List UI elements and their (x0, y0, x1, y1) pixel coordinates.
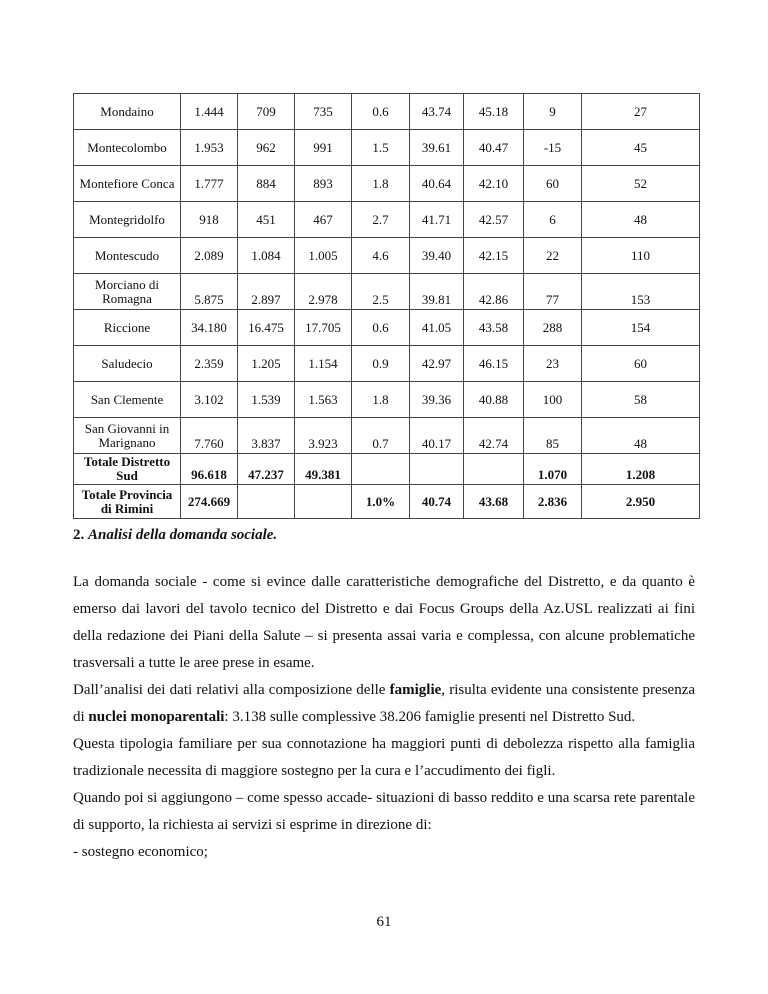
table-cell: 1.070 (524, 454, 582, 485)
table-row (74, 454, 700, 485)
demographics-table (73, 93, 700, 519)
table-cell: 1.154 (295, 346, 352, 382)
table-cell: 893 (295, 166, 352, 202)
table-cell: 467 (295, 202, 352, 238)
table-cell: 735 (295, 94, 352, 130)
table-cell: 1.563 (295, 382, 352, 418)
table-row (74, 382, 700, 418)
table-cell: 2.950 (582, 485, 700, 519)
table-row (74, 485, 700, 519)
table-cell: 39.81 (410, 274, 464, 310)
table-cell: 2.359 (181, 346, 238, 382)
paragraph: - sostegno economico; (73, 844, 208, 860)
section-heading (73, 527, 277, 544)
table-row (74, 310, 700, 346)
table-cell: 42.15 (464, 238, 524, 274)
table-cell: 42.97 (410, 346, 464, 382)
table-cell: 47.237 (238, 454, 295, 485)
table-cell: 48 (582, 418, 700, 454)
table-cell: 2.5 (352, 274, 410, 310)
table-cell: 709 (238, 94, 295, 130)
table-cell: 16.475 (238, 310, 295, 346)
table-cell (238, 485, 295, 519)
table-cell: 60 (524, 166, 582, 202)
table-cell: 110 (582, 238, 700, 274)
table-cell: 962 (238, 130, 295, 166)
table-cell: 77 (524, 274, 582, 310)
table-cell: 40.74 (410, 485, 464, 519)
table-cell: 41.71 (410, 202, 464, 238)
table-row (74, 346, 700, 382)
table-cell: 9 (524, 94, 582, 130)
table-cell: 884 (238, 166, 295, 202)
table-cell: 3.837 (238, 418, 295, 454)
row-label: Totale Provincia di Rimini (74, 485, 181, 519)
table-cell: 2.7 (352, 202, 410, 238)
table-cell: 2.836 (524, 485, 582, 519)
table-cell: 1.208 (582, 454, 700, 485)
table-cell: 40.64 (410, 166, 464, 202)
table-cell: 41.05 (410, 310, 464, 346)
table-cell: 40.88 (464, 382, 524, 418)
table-cell: 1.0% (352, 485, 410, 519)
table-cell: 42.86 (464, 274, 524, 310)
table-cell: 5.875 (181, 274, 238, 310)
table-cell: 60 (582, 346, 700, 382)
row-label: Totale Distretto Sud (74, 454, 181, 485)
table-cell: 0.6 (352, 310, 410, 346)
table-cell: 1.953 (181, 130, 238, 166)
table-cell: 39.40 (410, 238, 464, 274)
table-cell: 85 (524, 418, 582, 454)
emphasis-famiglie: famiglie (389, 682, 442, 698)
table-row (74, 130, 700, 166)
table-cell: 52 (582, 166, 700, 202)
table-cell: 0.7 (352, 418, 410, 454)
paragraph (73, 677, 695, 731)
table-cell: 43.68 (464, 485, 524, 519)
table-cell: 153 (582, 274, 700, 310)
table-cell: 40.47 (464, 130, 524, 166)
table-cell: 2.089 (181, 238, 238, 274)
page-number: 61 (376, 914, 392, 930)
table-cell: 45 (582, 130, 700, 166)
table-row (74, 238, 700, 274)
table-cell: 7.760 (181, 418, 238, 454)
row-label: Saludecio (74, 346, 181, 382)
table-row (74, 94, 700, 130)
table-cell: 0.9 (352, 346, 410, 382)
table-cell: 46.15 (464, 346, 524, 382)
table-cell (352, 454, 410, 485)
table-cell: 1.084 (238, 238, 295, 274)
table-cell: 451 (238, 202, 295, 238)
table-cell: 2.897 (238, 274, 295, 310)
table-cell: 288 (524, 310, 582, 346)
table-row (74, 166, 700, 202)
table-cell: 1.005 (295, 238, 352, 274)
table-cell: 991 (295, 130, 352, 166)
table-cell: 1.444 (181, 94, 238, 130)
table-cell: 22 (524, 238, 582, 274)
table-cell: 42.74 (464, 418, 524, 454)
table-cell: 49.381 (295, 454, 352, 485)
table-cell: 17.705 (295, 310, 352, 346)
table-cell: 918 (181, 202, 238, 238)
paragraph: La domanda sociale - come si evince dalle caratteristiche demografiche del Distretto, e da quanto è emerso dai lavori del tavolo tecnico del Distretto e dai Focus Groups della Az.USL realizzati ai fini della redazione dei Piani della Salute – si presenta assai varia e complessa, con alcune problematiche trasversali a tutte le aree prese in esame. (73, 574, 695, 671)
table-cell: 1.8 (352, 382, 410, 418)
table-cell: 27 (582, 94, 700, 130)
row-label: Riccione (74, 310, 181, 346)
table-cell: 2.978 (295, 274, 352, 310)
body-text (73, 569, 695, 866)
table-cell: 4.6 (352, 238, 410, 274)
table-cell: 45.18 (464, 94, 524, 130)
table-cell: 43.74 (410, 94, 464, 130)
table-cell: 154 (582, 310, 700, 346)
table-body (74, 94, 700, 519)
table-cell: 39.61 (410, 130, 464, 166)
table-cell: 274.669 (181, 485, 238, 519)
table-cell: 1.5 (352, 130, 410, 166)
table-cell: 58 (582, 382, 700, 418)
row-label: San Clemente (74, 382, 181, 418)
table-cell: 96.618 (181, 454, 238, 485)
table-row (74, 274, 700, 310)
section-title: Analisi della domanda sociale. (88, 527, 278, 543)
table-cell: 1.539 (238, 382, 295, 418)
table-cell: 40.17 (410, 418, 464, 454)
table-row (74, 202, 700, 238)
row-label: San Giovanni in Marignano (74, 418, 181, 454)
table-cell: 42.10 (464, 166, 524, 202)
paragraph: Questa tipologia familiare per sua connotazione ha maggiori punti di debolezza rispetto alla famiglia tradizionale necessita di maggiore sostegno per la cura e l’accudimento dei figli. (73, 736, 695, 779)
table-cell: 100 (524, 382, 582, 418)
row-label: Montegridolfo (74, 202, 181, 238)
table-cell: 43.58 (464, 310, 524, 346)
text-run: Dall’analisi dei dati relativi alla composizione delle (73, 682, 390, 698)
table-cell: 1.8 (352, 166, 410, 202)
row-label: Morciano di Romagna (74, 274, 181, 310)
table-cell: 3.923 (295, 418, 352, 454)
text-run: , risulta evidente una consistente presenza di (73, 682, 696, 725)
row-label: Montefiore Conca (74, 166, 181, 202)
table-cell: 1.777 (181, 166, 238, 202)
section-number: 2. (73, 527, 85, 543)
table-cell: -15 (524, 130, 582, 166)
table-cell: 23 (524, 346, 582, 382)
table-cell (410, 454, 464, 485)
table-cell: 1.205 (238, 346, 295, 382)
table-cell: 6 (524, 202, 582, 238)
table-cell: 39.36 (410, 382, 464, 418)
emphasis-nuclei: nuclei monoparentali (88, 709, 225, 725)
row-label: Mondaino (74, 94, 181, 130)
row-label: Montescudo (74, 238, 181, 274)
table-cell: 48 (582, 202, 700, 238)
table-cell (464, 454, 524, 485)
table-cell: 34.180 (181, 310, 238, 346)
table-row (74, 418, 700, 454)
table-cell: 3.102 (181, 382, 238, 418)
row-label: Montecolombo (74, 130, 181, 166)
table-cell: 0.6 (352, 94, 410, 130)
table-cell (295, 485, 352, 519)
text-run: : 3.138 sulle complessive 38.206 famiglie presenti nel Distretto Sud. (224, 709, 636, 725)
table-cell: 42.57 (464, 202, 524, 238)
paragraph: Quando poi si aggiungono – come spesso accade- situazioni di basso reddito e una scarsa rete parentale di supporto, la richiesta ai servizi si esprime in direzione di: (73, 790, 695, 833)
